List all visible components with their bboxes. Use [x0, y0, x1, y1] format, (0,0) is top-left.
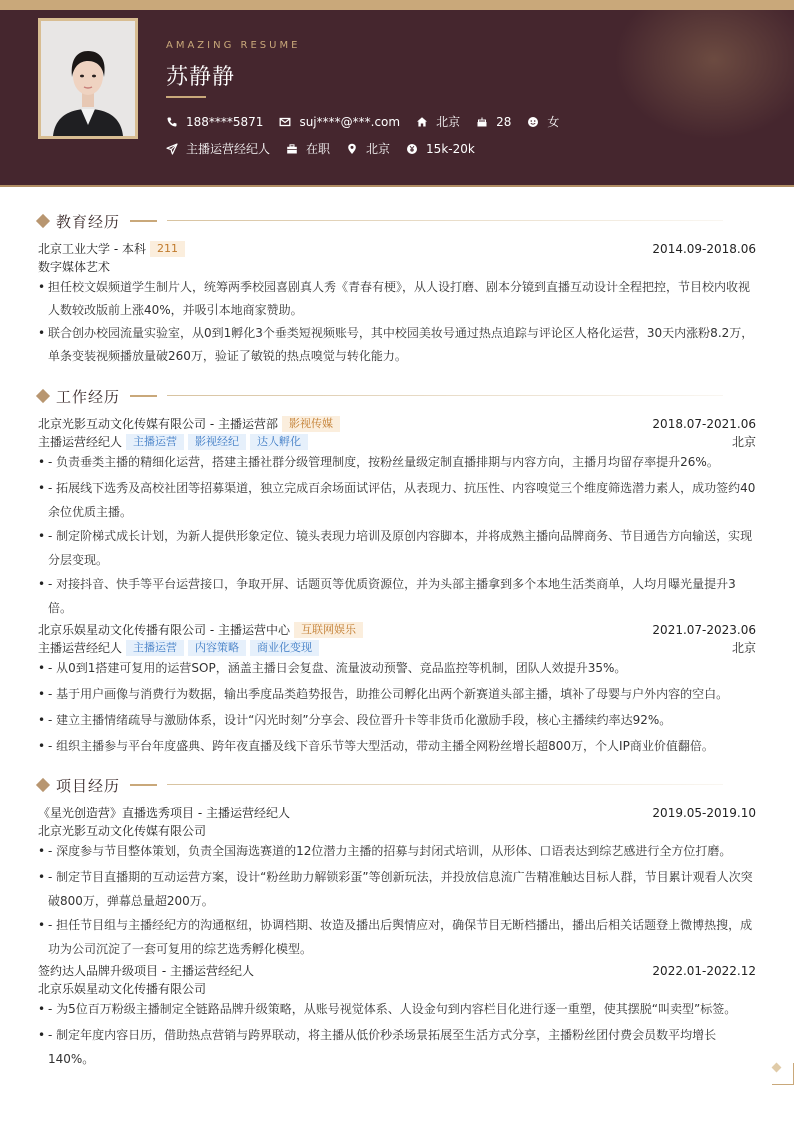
target-city-text: 北京 [366, 142, 391, 156]
job-header [38, 415, 756, 433]
section-title: 教育经历 [56, 213, 121, 231]
project-header [38, 962, 756, 980]
status-info [286, 140, 330, 157]
section-divider-short [130, 220, 157, 222]
skill-tag: 主播运营 [126, 434, 184, 450]
education-entry-header [38, 240, 756, 258]
corner-bracket [772, 1063, 794, 1085]
section-divider-long [167, 220, 723, 221]
gender-text: 女 [547, 115, 560, 129]
section-title: 工作经历 [56, 388, 121, 406]
job-intent-row [166, 140, 491, 157]
company-name: 北京乐娱星动文化传播有限公司 - 主播运营中心 [38, 623, 290, 637]
hometown-text: 北京 [436, 115, 461, 129]
skill-tag: 主播运营 [126, 640, 184, 656]
project-company: 北京乐娱星动文化传播有限公司 [38, 982, 207, 996]
company-name: 北京光影互动文化传媒有限公司 - 主播运营部 [38, 417, 278, 431]
project-bullet: • - 为5位百万粉级主播制定全链路品牌升级策略，从账号视觉体系、人设金句到内容栏目化进行逐一重塑，使其摆脱“叫卖型”标签。 [38, 997, 756, 1021]
project-name: 签约达人品牌升级项目 - 主播运营经纪人 [38, 964, 254, 978]
project-header [38, 804, 756, 822]
home-icon [416, 116, 428, 128]
work-section-header [36, 386, 756, 406]
diamond-icon [36, 778, 50, 792]
education-section-header [36, 211, 756, 231]
job-bullet: • - 建立主播情绪疏导与激励体系，设计“闪光时刻”分享会、段位晋升卡等非货币化激励手段，核心主播续约率达92%。 [38, 708, 756, 732]
industry-tag: 影视传媒 [282, 416, 340, 432]
portrait-image [41, 21, 135, 136]
school-name: 北京工业大学 - 本科 [38, 242, 146, 256]
contact-row [166, 113, 575, 130]
status-text: 在职 [306, 142, 331, 156]
project-dates: 2022.01-2022.12 [652, 964, 756, 978]
project-dates: 2019.05-2019.10 [652, 806, 756, 820]
job-header [38, 621, 756, 639]
top-accent-strip [0, 0, 794, 10]
job-dates: 2021.07-2023.06 [652, 623, 756, 637]
project-bullet: • - 制定年度内容日历，借助热点营销与跨界联动，将主播从低价秒杀场景拓展至生活方式分享，主播粉丝团付费会员数平均增长140%。 [38, 1023, 756, 1071]
gender-icon [527, 116, 539, 128]
target-position-info [166, 140, 270, 157]
job-role: 主播运营经纪人 [38, 641, 123, 655]
job-role-row [38, 433, 756, 451]
job-city: 北京 [731, 641, 756, 655]
job-bullet: • - 拓展线下选秀及高校社团等招募渠道，独立完成百余场面试评估，从表现力、抗压性、内容嗅觉三个维度筛选潜力素人，成功签约40余位优质主播。 [38, 476, 756, 524]
skill-tag: 内容策略 [188, 640, 246, 656]
education-major: 数字媒体艺术 [38, 260, 111, 274]
job-bullet: • - 从0到1搭建可复用的运营SOP，涵盖主播日会复盘、流量波动预警、竞品监控等机制，团队人效提升35%。 [38, 656, 756, 680]
skill-tag: 达人孵化 [250, 434, 308, 450]
projects-section-header [36, 775, 756, 795]
resume-header [0, 10, 794, 187]
skill-tag: 商业化变现 [250, 640, 319, 656]
education-dates: 2014.09-2018.06 [652, 242, 756, 256]
phone-text: 188****5871 [186, 114, 264, 129]
location-pin-icon [346, 143, 358, 155]
job-bullet: • - 负责垂类主播的精细化运营，搭建主播社群分级管理制度，按粉丝量级定制直播排期与内容方向，主播月均留存率提升26%。 [38, 450, 756, 474]
project-company: 北京光影互动文化传媒有限公司 [38, 824, 207, 838]
age-text: 28 [496, 114, 512, 129]
diamond-icon [36, 214, 50, 228]
email-text: suj****@***.com [299, 114, 401, 129]
diamond-icon [36, 389, 50, 403]
phone-info [166, 115, 263, 129]
skill-tag: 影视经纪 [188, 434, 246, 450]
job-role: 主播运营经纪人 [38, 435, 123, 449]
salary-info [406, 142, 475, 156]
name-underline [166, 96, 206, 98]
profile-photo [38, 18, 138, 139]
section-divider-long [167, 784, 723, 785]
education-bullet: • 担任校文娱频道学生制片人，统筹两季校园喜剧真人秀《青春有梗》，从人设打磨、剧本分镜到直播互动设计全程把控，节目校内收视人数较改版前上涨40%，并吸引本地商家赞助。 [38, 276, 756, 322]
briefcase-icon [286, 143, 298, 155]
phone-icon [166, 116, 178, 128]
gender-info [527, 113, 559, 130]
job-bullet: • - 制定阶梯式成长计划，为新人提供形象定位、镜头表现力培训及原创内容脚本，并将成熟主播向品牌商务、节目通告方向输送，实现分层变现。 [38, 524, 756, 572]
cake-icon [476, 116, 488, 128]
hometown-info [416, 113, 460, 130]
job-bullet: • - 组织主播参与平台年度盛典、跨年夜直播及线下音乐节等大型活动，带动主播全网粉丝增长超800万，个人IP商业价值翻倍。 [38, 734, 756, 758]
industry-tag: 互联网娱乐 [294, 622, 363, 638]
section-divider-short [130, 784, 157, 786]
mail-icon [279, 116, 291, 128]
age-info [476, 115, 511, 129]
job-dates: 2018.07-2021.06 [652, 417, 756, 431]
resume-tagline: AMAZING RESUME [166, 40, 301, 51]
salary-icon [406, 143, 418, 155]
school-badge: 211 [150, 241, 185, 257]
candidate-name: 苏静静 [166, 65, 236, 90]
project-bullet: • - 深度参与节目整体策划，负责全国海选赛道的12位潜力主播的招募与封闭式培训，从形体、口语表达到综艺感进行全方位打磨。 [38, 839, 756, 863]
project-bullet: • - 担任节目组与主播经纪方的沟通枢纽，协调档期、妆造及播出后舆情应对，确保节目无断档播出，播出后相关话题登上微博热搜，成功为公司沉淀了一套可复用的综艺选秀孵化模型。 [38, 913, 756, 961]
target-position-text: 主播运营经纪人 [186, 142, 271, 156]
job-role-row [38, 639, 756, 657]
education-bullet: • 联合创办校园流量实验室，从0到1孵化3个垂类短视频账号，其中校园美妆号通过热点追踪与评论区人格化运营，30天内涨粉8.2万，单条变装视频播放量破260万，验证了敏锐的热点嗅觉与转化能力。 [38, 322, 756, 368]
email-info [279, 115, 400, 129]
salary-text: 15k-20k [426, 141, 475, 156]
target-city-info [346, 140, 390, 157]
project-bullet: • - 制定节目直播期的互动运营方案，设计“粉丝助力解锁彩蛋”等创新玩法，并投放信息流广告精准触达目标人群，节目累计观看人次突破800万，弹幕总量超200万。 [38, 865, 756, 913]
project-name: 《星光创造营》直播选秀项目 - 主播运营经纪人 [38, 806, 290, 820]
job-bullet: • - 基于用户画像与消费行为数据，输出季度品类趋势报告，助推公司孵化出两个新赛道头部主播，填补了母婴与户外内容的空白。 [38, 682, 756, 706]
header-glow [614, 10, 794, 140]
send-icon [166, 143, 178, 155]
section-divider-long [167, 395, 723, 396]
job-city: 北京 [731, 435, 756, 449]
section-title: 项目经历 [56, 777, 121, 795]
job-bullet: • - 对接抖音、快手等平台运营接口，争取开屏、话题页等优质资源位，并为头部主播拿到多个本地生活类商单，人均月曝光量提升3倍。 [38, 572, 756, 620]
section-divider-short [130, 395, 157, 397]
